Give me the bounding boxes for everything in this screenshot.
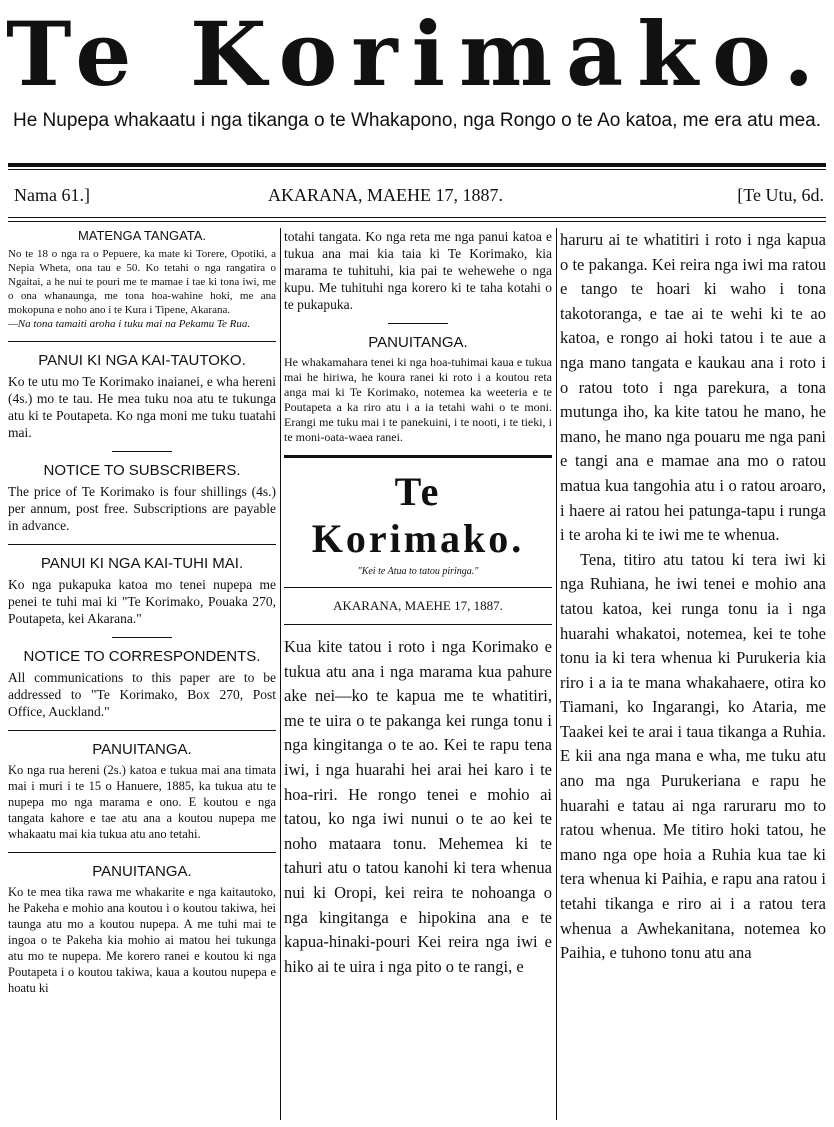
editorial-para-2: Tena, titiro atu tatou ki tera iwi ki nga Ruhiana, he iwi tenei e mohio ana tatou katoa, kei runga tonu ia i nga huarahi whakatoi, notemea, kei te tohe tonu ia ki tera whenua ki Purukeria kia riro i a ia te mana whakahaere, otira ko Tiamani, ko Ingarangi, ko Ataria, me Taakei kei te arai i taua tikanga a Ruhia. E kii ana nga mana e wha, me tuku atu ano ma nga Purukeriana e rapu he huarahi e tatau ai nga raruraru mo to ratou whenua. Me titiro hoki tatou, he mano nga ope hoia a Ruhia kua tae ki tera whenua ki Paihia, e rapu ana ratou i tetahi tikanga e riro ai i a ratou tera whenua a Awhekanitana, notemea ko Paihia, e tuhono tonu atu ana xyxy=(560,549,826,963)
editorial-para-1: haruru ai te whatitiri i roto i nga kapua o te pakanga. Kei reira nga iwi ma ratou e tango te hoari ki waho i tona takotoranga, e tae ai te wehi ki te ao katoa, e rongo ai hoki tatou i te aue a nga mano tangata e kaukau ana i roto i o ratou toto i nga parekura, a tona mutunga iho, ka kite tatou he mano, he mano, he mano nga pouaru me nga pani e tangi ana e mamae ana mo o ratou matua kua tangohia atu i o ratou aroaro, i haere ai ratou hei patunga-tapu i runga i te aroha ki te iwi me te whenua. xyxy=(560,230,826,545)
editorial-text: Kua kite tatou i roto i nga Korimako e tukua atu ana i nga marama kua pahure ake nei—ko te kapua me te whatitiri, me te uira o te pakanga kei runga tonu i nga kingitanga o te ao. Kei te rapu tena iwi, i nga huarahi hei arai hei karo i te hoa-riri. He rongo tenei e mohio ai tatou, ko nga iwi nunui o te ao kei te noho mataara tonu. Mehemea ki te tahuri atu o tatou kanohi ki tera whenua nui ki Oropi, kei reira te nohoanga o nga kingitanga e hipokina ana e te kapua-hinaki-pouri Kei reira nga iwi e hiko ai te uira i nga pito o te rangi, e xyxy=(284,637,552,976)
panui-tautoko-heading: PANUI KI NGA KAI-TAUTOKO. xyxy=(38,352,246,369)
separator xyxy=(284,455,552,458)
notice-subscribers-heading: NOTICE TO SUBSCRIBERS. xyxy=(43,462,241,479)
column-divider-1 xyxy=(280,228,281,1120)
separator xyxy=(388,323,448,324)
panuitanga-heading: PANUITANGA. xyxy=(368,334,468,351)
section-notice-subscribers xyxy=(8,462,276,534)
panui-kaituhi-body: Ko nga pukapuka katoa mo tenei nupepa me penei te tuhi mai ki "Te Korimako, Pouaka 270, Poutapeta, kei Akarana." xyxy=(8,577,276,626)
separator xyxy=(8,341,276,342)
dateline-rule xyxy=(8,217,826,218)
separator xyxy=(8,852,276,853)
continued-text: totahi tangata. Ko nga reta me nga panui katoa e tukua ana mai kia taia ki Te Korimako, kia marama te tuhituhi, kia pai te wehewehe o nga kupu. Me tuhituhi nga korero ki te taha kotahi o te pukapuka. xyxy=(284,229,552,312)
panui-kaituhi-heading: PANUI KI NGA KAI-TUHI MAI. xyxy=(40,555,244,572)
dateline-rule-2 xyxy=(8,221,826,222)
section-panuitanga xyxy=(284,334,552,445)
notice-subscribers-body: The price of Te Korimako is four shillings (4s.) per annum, post free. Subscriptions are payable in advance. xyxy=(8,484,276,533)
matenga-signature: —Na tona tamaiti aroha i tuku mai na Pekamu Te Rua. xyxy=(8,318,251,330)
matenga-heading: MATENGA TANGATA. xyxy=(77,228,207,243)
column-divider-2 xyxy=(556,228,557,1120)
issue-date: AKARANA, MAEHE 17, 1887. xyxy=(268,185,503,205)
issue-number: Nama 61.] xyxy=(14,185,90,205)
separator xyxy=(8,730,276,731)
panuitanga-1-heading: PANUITANGA. xyxy=(92,741,192,758)
column-1 xyxy=(8,228,276,1120)
top-rule-thin xyxy=(8,169,826,170)
section-panuitanga-1 xyxy=(8,741,276,842)
separator xyxy=(284,587,552,588)
notice-correspondents-body: All communications to this paper are to be addressed to "Te Korimako, Box 270, Post Office, Auckland." xyxy=(8,670,276,719)
separator xyxy=(112,637,172,638)
motto: "Kei te Atua to tatou piringa." xyxy=(357,566,479,577)
column-3 xyxy=(560,228,826,1120)
panuitanga-2-body: Ko te mea tika rawa me whakarite e nga kaitautoko, he Pakeha e mohio ana koutou i o koutou takiwa, hei taunga atu mo a koutou nupepa. A me tuhi mai te ingoa o te Pakeha kia mohio ai matou hei tukunga atu mo te nupepa. Me korero ranei e koutou ki nga Poutapeta i o koutou takiwa, kaua a koutou nupepa e hoatu ki xyxy=(8,885,276,995)
separator xyxy=(8,544,276,545)
issue-price: [Te Utu, 6d. xyxy=(737,185,824,205)
masthead-title: Te Korimako. xyxy=(6,2,828,106)
section-panui-tautoko xyxy=(8,352,276,441)
section-matenga xyxy=(8,228,276,331)
panuitanga-2-heading: PANUITANGA. xyxy=(92,863,192,880)
masthead-subtitle: He Nupepa whakaatu i nga tikanga o te Whakapono, nga Rongo o te Ao katoa, me era atu mea. xyxy=(12,110,822,131)
mini-date: AKARANA, MAEHE 17, 1887. xyxy=(333,598,503,613)
top-rule xyxy=(8,163,826,167)
separator xyxy=(284,624,552,625)
section-notice-correspondents xyxy=(8,648,276,720)
notice-correspondents-heading: NOTICE TO CORRESPONDENTS. xyxy=(23,648,261,665)
section-panuitanga-2 xyxy=(8,863,276,996)
panuitanga-body: He whakamahara tenei ki nga hoa-tuhimai kaua e tukua mai he hiriwa, he koura ranei ki roto i a koutou reta anga mai ki Te Korimako, notemea ka weeteria e te Poutapeta a ka riro atu i a ia tetahi wahi o te moni. Erangi me tuku mai i te panekuini, i te nooti, i te tieki, i te moni-oata-waea ranei. xyxy=(284,355,552,444)
separator xyxy=(112,451,172,452)
section-panui-kaituhi xyxy=(8,555,276,627)
column-2 xyxy=(284,228,552,1120)
matenga-body: No te 18 o nga ra o Pepuere, ka mate ki Torere, Opotiki, a Nepia Wheta, ona tau e 50. Ko tetahi o nga rangatira o Ngaitai, a he nui te pouri me te mamae i tae ki tona iwi, me o ona whanaunga, me tona hoa-wahine hoki, me ana mokopuna e noho ano i te Kura i Tipene, Akarana. xyxy=(8,248,276,316)
panui-tautoko-body: Ko te utu mo Te Korimako inaianei, e wha hereni (4s.) mo te tau. He mea tuku noa atu te tukunga atu ki te Poutapeta. Ko nga moni me tuku tuatahi mai. xyxy=(8,374,276,440)
mini-masthead: Te Korimako. xyxy=(311,469,525,561)
panuitanga-1-body: Ko nga rua hereni (2s.) katoa e tukua mai ana timata mai i muri i te 15 o Hanuere, 1885, ka tukua atu te nupepa mo nga marama e ono. E koutou e nga tangata kahore e tae atu ana a koutou nupepa me whakaatu mai kia tukua atu ano tetahi. xyxy=(8,763,276,841)
